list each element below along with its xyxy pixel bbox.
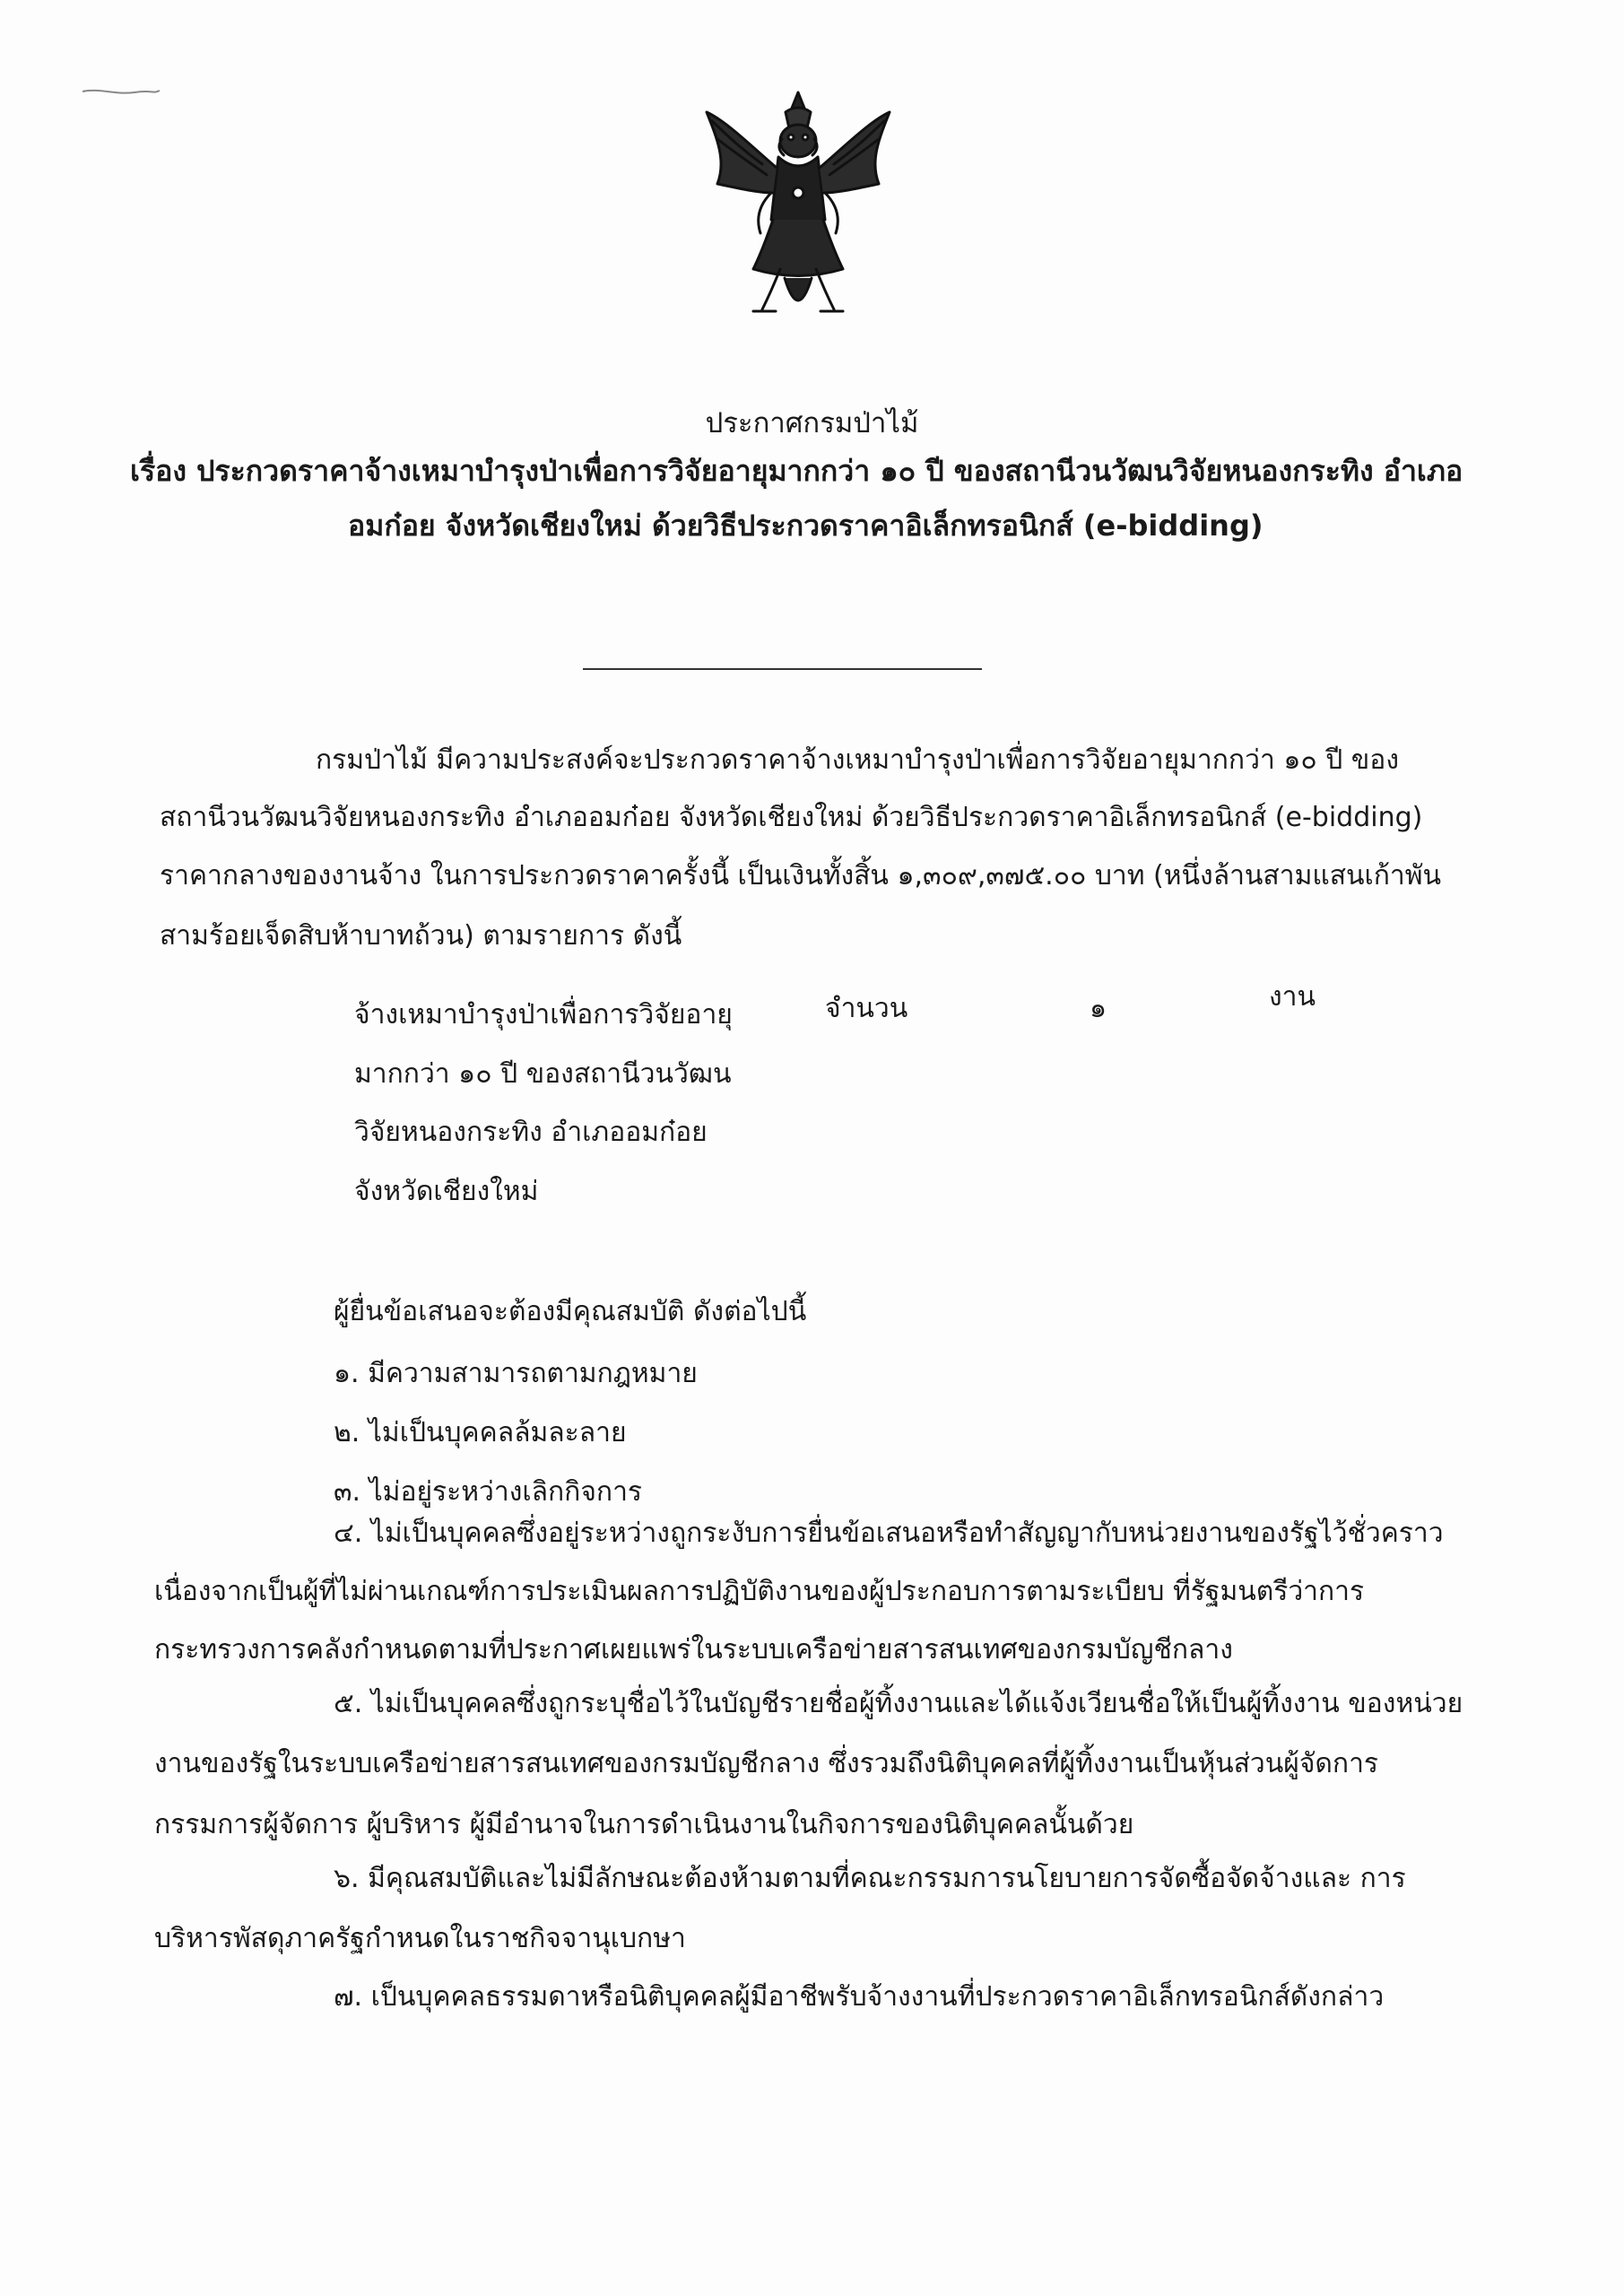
item-desc-line-3: วิจัยหนองกระทิง อำเภออมก๋อย [354,1117,708,1148]
intro-line-1: กรมป่าไม้ มีความประสงค์จะประกวดราคาจ้างเหมาบำรุงป่าเพื่อการวิจัยอายุมากกว่า ๑๐ ปี ของ [316,744,1399,776]
item-qty: ๑ [1090,993,1107,1024]
qualification-7-line-1: ๗. เป็นบุคคลธรรมดาหรือนิติบุคคลผู้มีอาชีพรับจ้างงานที่ประกวดราคาอิเล็กทรอนิกส์ดังกล่าว [334,1981,1385,2013]
item-qty-label: จำนวน [825,993,908,1024]
qualifications-heading: ผู้ยื่นข้อเสนอจะต้องมีคุณสมบัติ ดังต่อไปนี้ [334,1296,807,1327]
item-desc-line-1: จ้างเหมาบำรุงป่าเพื่อการวิจัยอายุ [354,999,733,1031]
garuda-emblem-icon [690,85,906,327]
announcement-title: ประกาศกรมป่าไม้ [705,407,919,439]
intro-line-3: ราคากลางของงานจ้าง ในการประกวดราคาครั้งนี้ เป็นเงินทั้งสิ้น ๑,๓๐๙,๓๗๕.๐๐ บาท (หนึ่งล้านสามแสนเก้าพัน [160,860,1442,891]
scan-mark-icon [81,86,161,99]
intro-line-2: สถานีวนวัฒนวิจัยหนองกระทิง อำเภออมก๋อย จังหวัดเชียงใหม่ ด้วยวิธีประกวดราคาอิเล็กทรอนิกส์ (e-bidding) [160,802,1423,833]
subject-line-2: อมก๋อย จังหวัดเชียงใหม่ ด้วยวิธีประกวดราคาอิเล็กทรอนิกส์ (e-bidding) [348,509,1264,543]
qualification-6-line-1: ๖. มีคุณสมบัติและไม่มีลักษณะต้องห้ามตามที่คณะกรรมการนโยบายการจัดซื้อจัดจ้างและ การ [334,1863,1406,1894]
item-unit: งาน [1269,981,1316,1013]
qualification-5-line-1: ๕. ไม่เป็นบุคคลซึ่งถูกระบุชื่อไว้ในบัญชีรายชื่อผู้ทิ้งงานและได้แจ้งเวียนชื่อให้เป็นผู้ทิ้งงาน ของหน่วย [334,1688,1463,1719]
title-divider [583,668,982,670]
item-desc-line-2: มากกว่า ๑๐ ปี ของสถานีวนวัฒน [354,1058,732,1090]
qualification-5-line-3: กรรมการผู้จัดการ ผู้บริหาร ผู้มีอำนาจในการดำเนินงานในกิจการของนิติบุคคลนั้นด้วย [154,1809,1134,1840]
qualification-3: ๓. ไม่อยู่ระหว่างเลิกกิจการ [334,1476,643,1508]
qualification-4-line-3: กระทรวงการคลังกำหนดตามที่ประกาศเผยแพร่ในระบบเครือข่ายสารสนเทศของกรมบัญชีกลาง [154,1634,1233,1665]
qualification-1: ๑. มีความสามารถตามกฎหมาย [334,1358,698,1389]
qualification-5-line-2: งานของรัฐในระบบเครือข่ายสารสนเทศของกรมบัญชีกลาง ซึ่งรวมถึงนิติบุคคลที่ผู้ทิ้งงานเป็นหุ้นส่วนผู้จัดการ [154,1748,1379,1779]
qualification-2: ๒. ไม่เป็นบุคคลล้มละลาย [334,1417,627,1448]
qualification-4-line-2: เนื่องจากเป็นผู้ที่ไม่ผ่านเกณฑ์การประเมินผลการปฏิบัติงานของผู้ประกอบการตามระเบียบ ที่รัฐมนตรีว่าการ [154,1576,1365,1607]
qualification-4-line-1: ๔. ไม่เป็นบุคคลซึ่งอยู่ระหว่างถูกระงับการยื่นข้อเสนอหรือทำสัญญากับหน่วยงานของรัฐไว้ชั่วคราว [334,1518,1444,1549]
qualification-6-line-2: บริหารพัสดุภาครัฐกำหนดในราชกิจจานุเบกษา [154,1923,686,1954]
intro-line-4: สามร้อยเจ็ดสิบห้าบาทถ้วน) ตามรายการ ดังนี้ [160,920,682,952]
item-desc-line-4: จังหวัดเชียงใหม่ [354,1176,539,1207]
subject-line-1: เรื่อง ประกวดราคาจ้างเหมาบำรุงป่าเพื่อการวิจัยอายุมากกว่า ๑๐ ปี ของสถานีวนวัฒนวิจัยหนองกระทิง อำเภอ [130,454,1463,488]
